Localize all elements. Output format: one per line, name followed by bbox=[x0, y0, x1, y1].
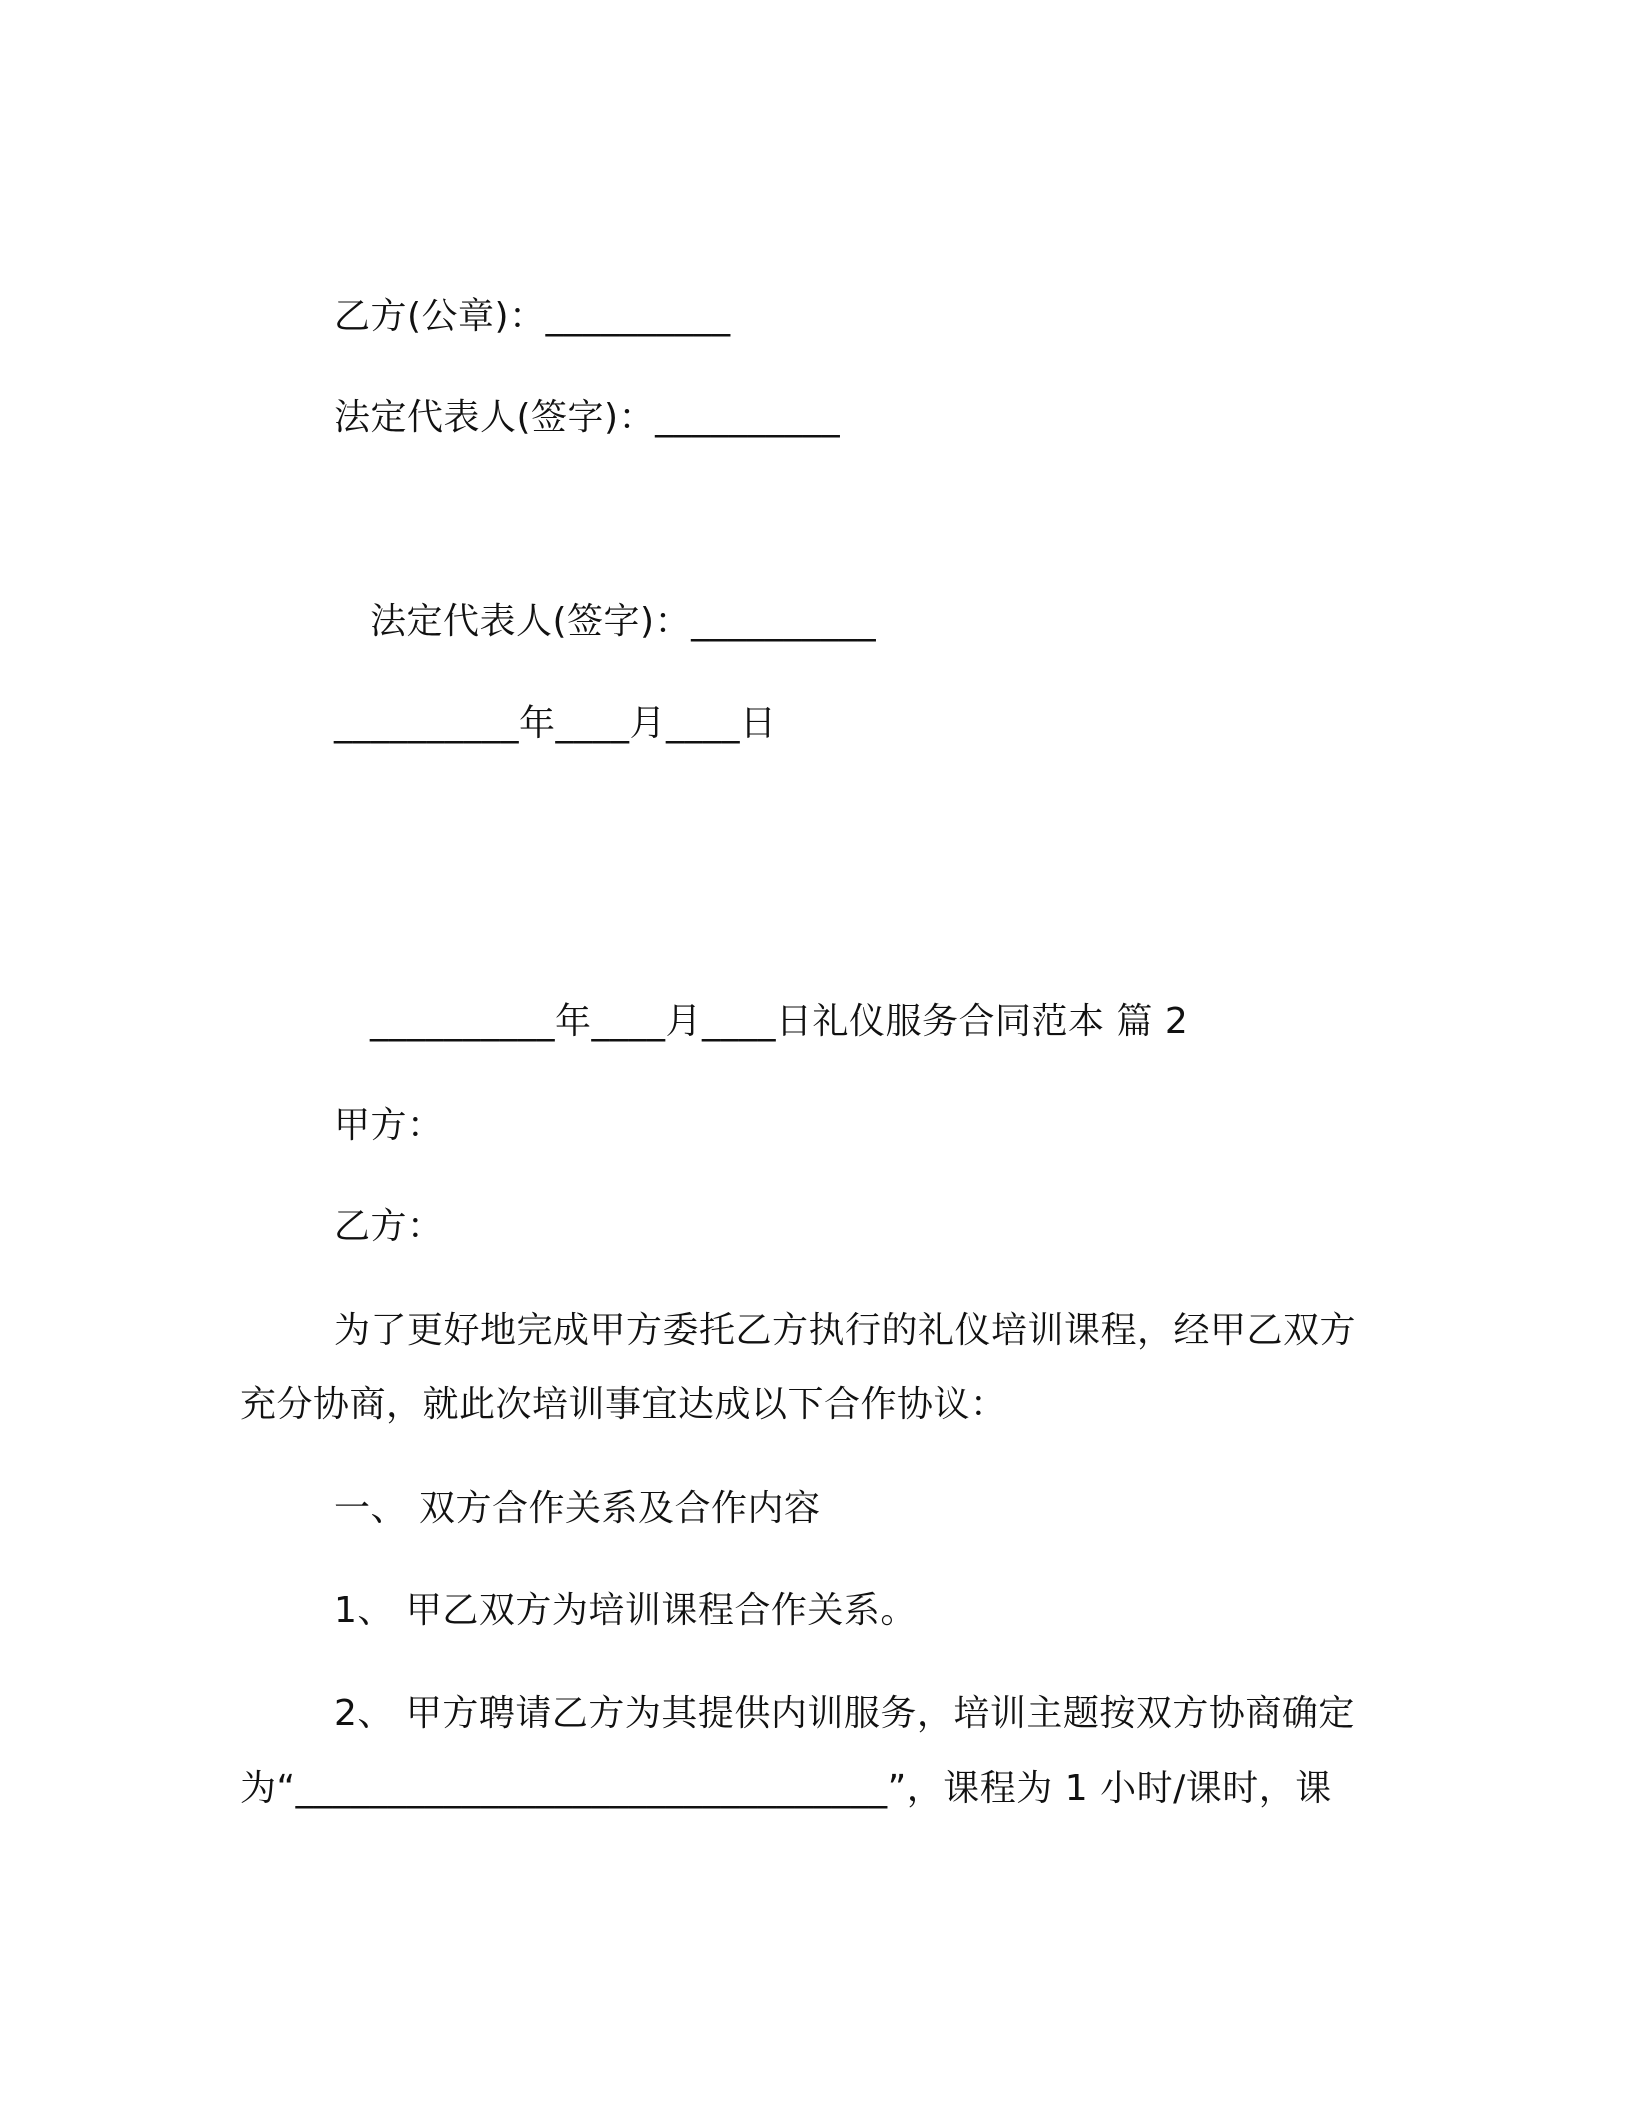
clause-1-1: 1、 甲乙双方为培训课程合作关系。 bbox=[334, 1590, 917, 1631]
party-a-line: 甲方： bbox=[334, 1105, 444, 1146]
clause-1-2-line-2: 为“________________________________”，课程为 1 小时/课时，课 bbox=[240, 1768, 1332, 1809]
party-b-seal-line: 乙方(公章)：__________ bbox=[334, 296, 731, 337]
legal-rep-signature-line: 法定代表人(签字)：__________ bbox=[334, 397, 841, 438]
clause-heading-1: 一、 双方合作关系及合作内容 bbox=[334, 1488, 821, 1529]
section-title: __________年____月____日礼仪服务合同范本 篇 2 bbox=[370, 1001, 1189, 1042]
intro-paragraph-line-1: 为了更好地完成甲方委托乙方执行的礼仪培训课程，经甲乙双方 bbox=[334, 1310, 1357, 1351]
legal-rep-signature-line-2: 法定代表人(签字)：__________ bbox=[370, 601, 877, 642]
clause-1-2-line-1: 2、 甲方聘请乙方为其提供内训服务，培训主题按双方协商确定 bbox=[334, 1693, 1355, 1734]
party-b-line: 乙方： bbox=[334, 1206, 444, 1247]
date-line: __________年____月____日 bbox=[334, 703, 777, 744]
intro-paragraph-line-2: 充分协商，就此次培训事宜达成以下合作协议： bbox=[240, 1384, 1007, 1425]
